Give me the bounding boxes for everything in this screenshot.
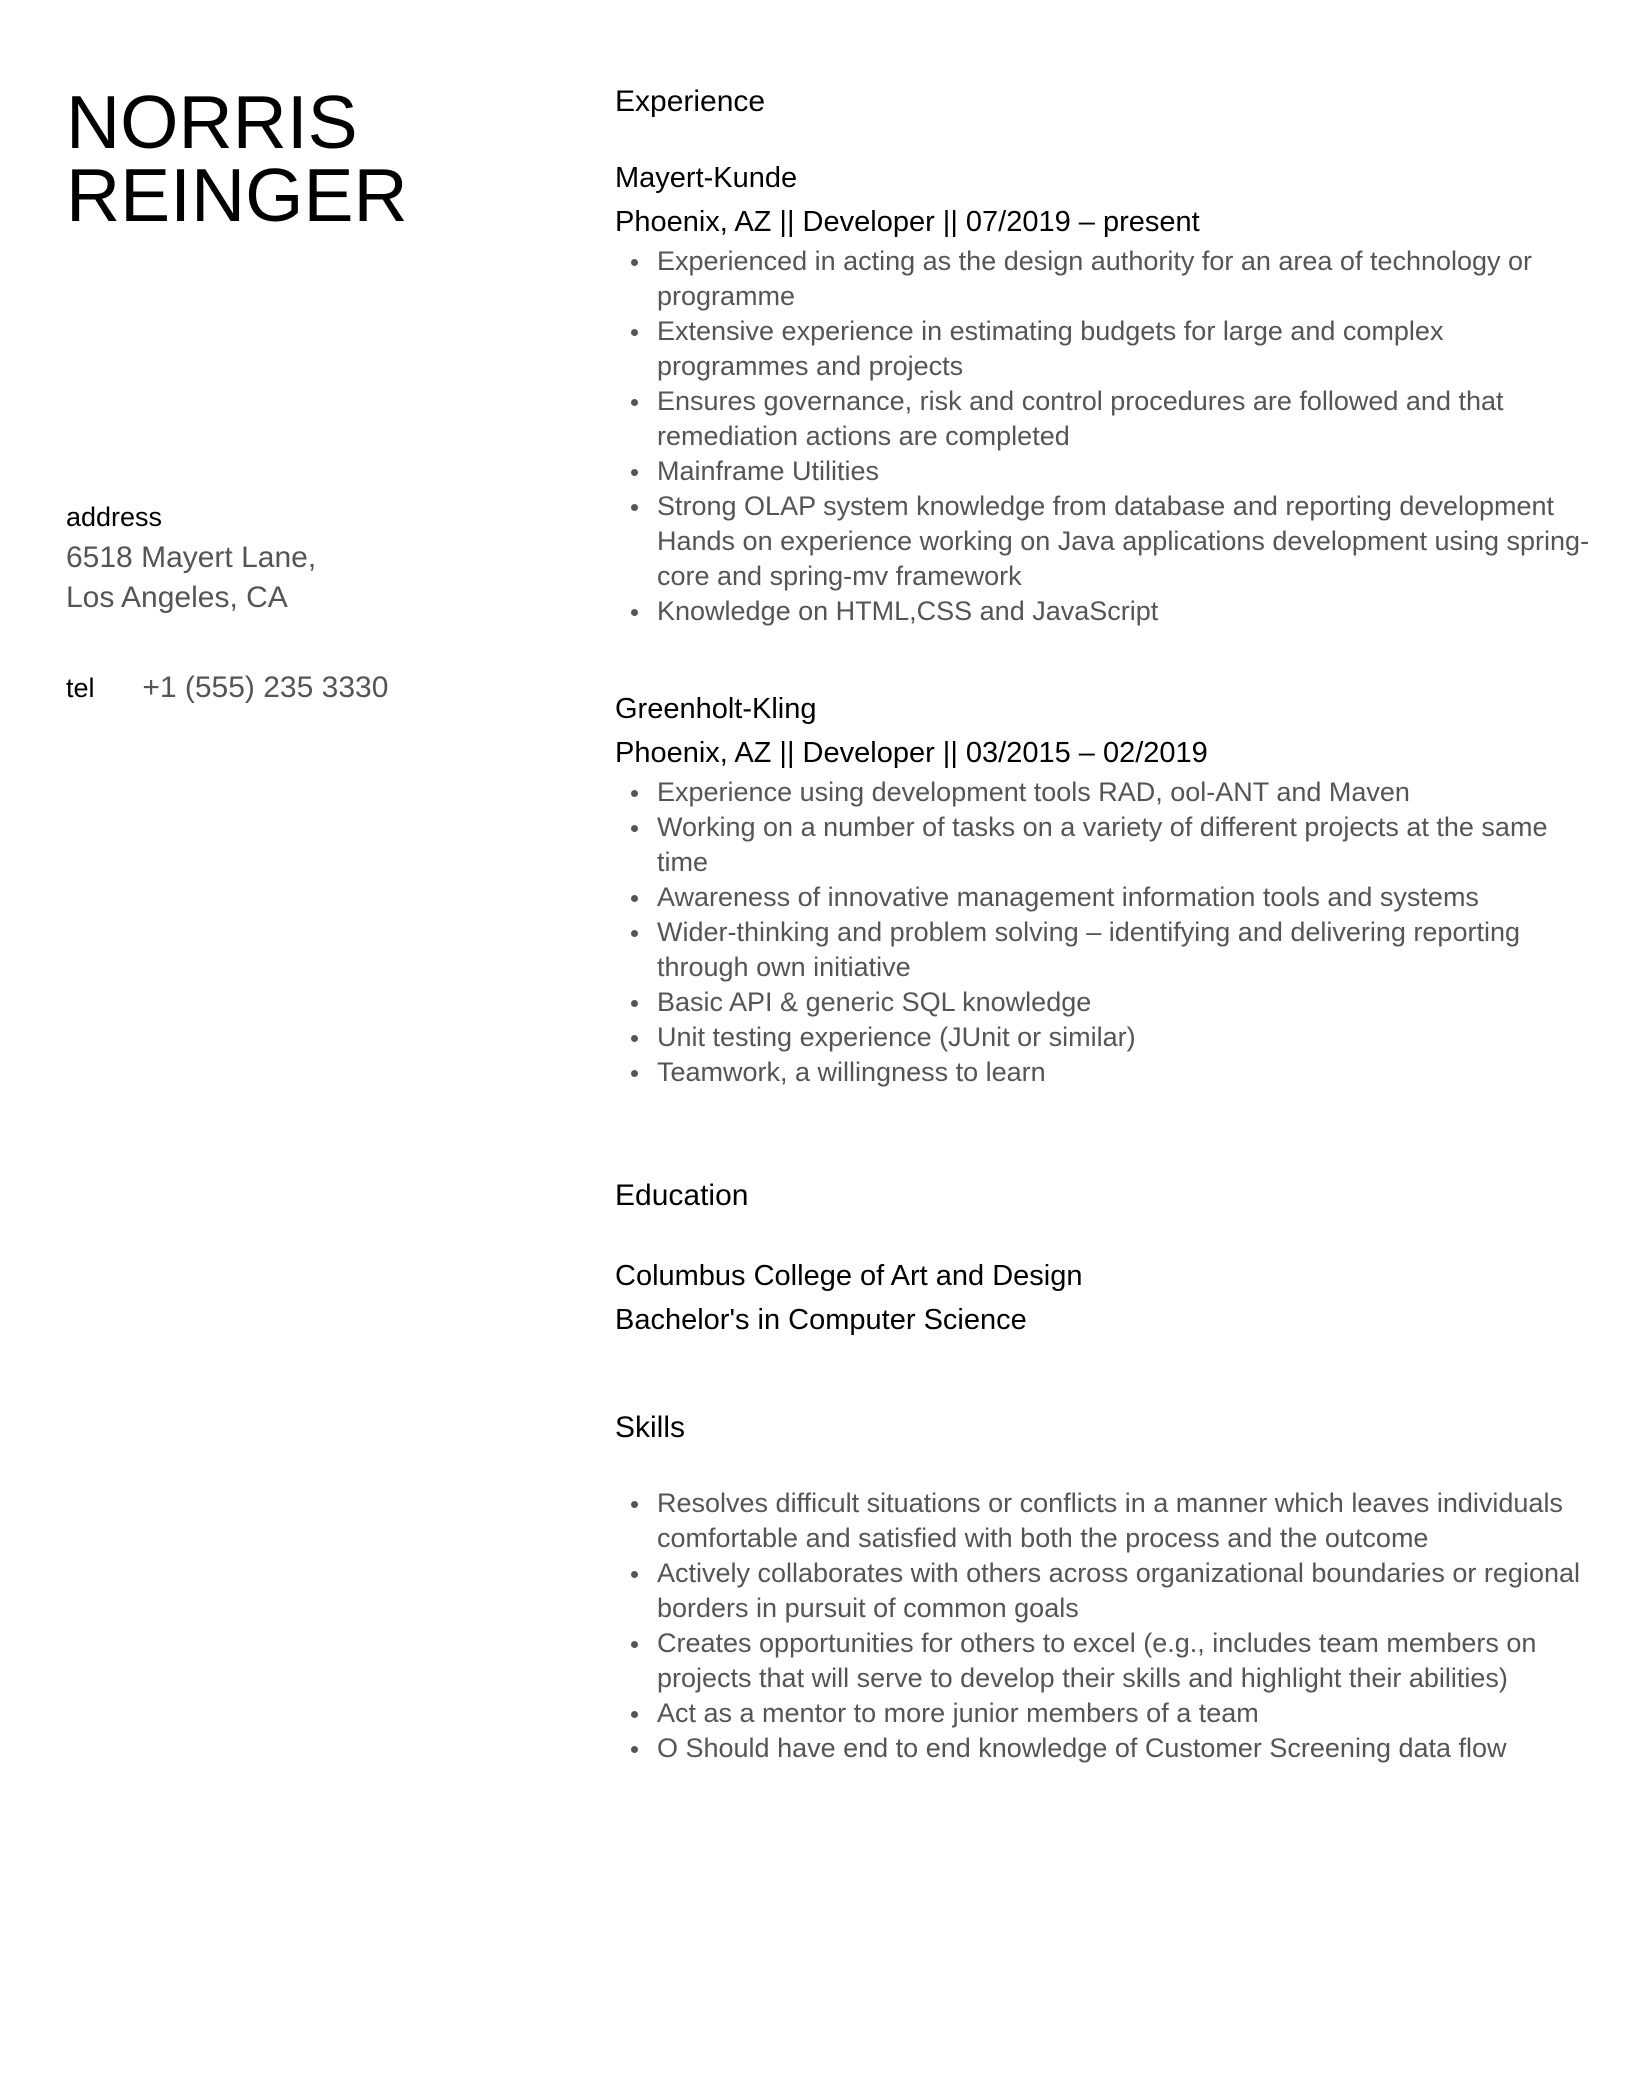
bullet-icon [631,259,638,266]
bullet-icon [631,1571,638,1578]
bullet-icon [631,504,638,511]
experience-title: Experience [615,85,766,118]
job-bullets [615,244,1590,629]
education-title: Education [615,1179,749,1212]
bullet-icon [631,469,638,476]
bullet-icon [631,399,638,406]
bullet-item: Teamwork, a willingness to learn [615,1055,1590,1090]
bullet-item: Ensures governance, risk and control procedures are followed and that remediation actions are completed [615,384,1590,454]
tel-label: tel [66,673,95,703]
bullet-item: Unit testing experience (JUnit or similar) [615,1020,1590,1055]
bullet-item: Wider-thinking and problem solving – identifying and delivering reporting through own initiative [615,915,1590,985]
bullet-icon [631,790,638,797]
bullet-item: Experience using development tools RAD, ool-ANT and Maven [615,775,1590,810]
job-company: Greenholt-Kling [615,693,817,725]
job-entry [615,689,1590,1090]
education-school: Columbus College of Art and Design [615,1260,1083,1292]
address-line-2: Los Angeles, CA [66,581,288,614]
job-bullets [615,775,1590,1090]
address-block [66,538,316,618]
tel-row [66,668,388,708]
bullet-item: Basic API & generic SQL knowledge [615,985,1590,1020]
job-entry [615,158,1590,629]
education-degree: Bachelor's in Computer Science [615,1304,1027,1336]
bullet-item: Knowledge on HTML,CSS and JavaScript [615,594,1590,629]
skills-section [615,1408,1590,1766]
bullet-item: Strong OLAP system knowledge from database and reporting development Hands on experience working on Java applications development using spring-core and spring-mv framework [615,489,1590,594]
bullet-item: Extensive experience in estimating budgets for large and complex programmes and projects [615,314,1590,384]
bullet-icon [631,1501,638,1508]
bullet-icon [631,1070,638,1077]
address-label: address [66,502,163,532]
name-last: REINGER [66,153,408,237]
bullet-icon [631,329,638,336]
bullet-icon [631,1711,638,1718]
bullet-icon [631,895,638,902]
main-content [615,82,1590,1766]
name-block [66,80,546,237]
name-first: NORRIS [66,80,358,164]
skill-item: Act as a mentor to more junior members of a team [615,1696,1590,1731]
bullet-icon [631,930,638,937]
tel-value: +1 (555) 235 3330 [142,671,389,704]
job-meta: Phoenix, AZ || Developer || 07/2019 – present [615,206,1200,238]
bullet-icon [631,1746,638,1753]
education-section [615,1176,1590,1342]
bullet-item: Working on a number of tasks on a variety of different projects at the same time [615,810,1590,880]
job-meta: Phoenix, AZ || Developer || 03/2015 – 02/2019 [615,737,1208,769]
bullet-icon [631,1035,638,1042]
bullet-icon [631,1000,638,1007]
bullet-item: Awareness of innovative management information tools and systems [615,880,1590,915]
skill-item: Resolves difficult situations or conflicts in a manner which leaves individuals comfortable and satisfied with both the process and the outcome [615,1486,1590,1556]
bullet-icon [631,609,638,616]
bullet-item: Mainframe Utilities [615,454,1590,489]
bullet-icon [631,825,638,832]
skill-item: Creates opportunities for others to excel (e.g., includes team members on projects that will serve to develop their skills and highlight their abilities) [615,1626,1590,1696]
skills-list [615,1486,1590,1766]
bullet-item: Experienced in acting as the design authority for an area of technology or programme [615,244,1590,314]
experience-section [615,82,1590,1090]
skill-item: Actively collaborates with others across organizational boundaries or regional borders in pursuit of common goals [615,1556,1590,1626]
address-line-1: 6518 Mayert Lane, [66,541,317,574]
skill-item: O Should have end to end knowledge of Customer Screening data flow [615,1731,1590,1766]
bullet-icon [631,1641,638,1648]
job-company: Mayert-Kunde [615,162,798,194]
skills-title: Skills [615,1411,686,1444]
